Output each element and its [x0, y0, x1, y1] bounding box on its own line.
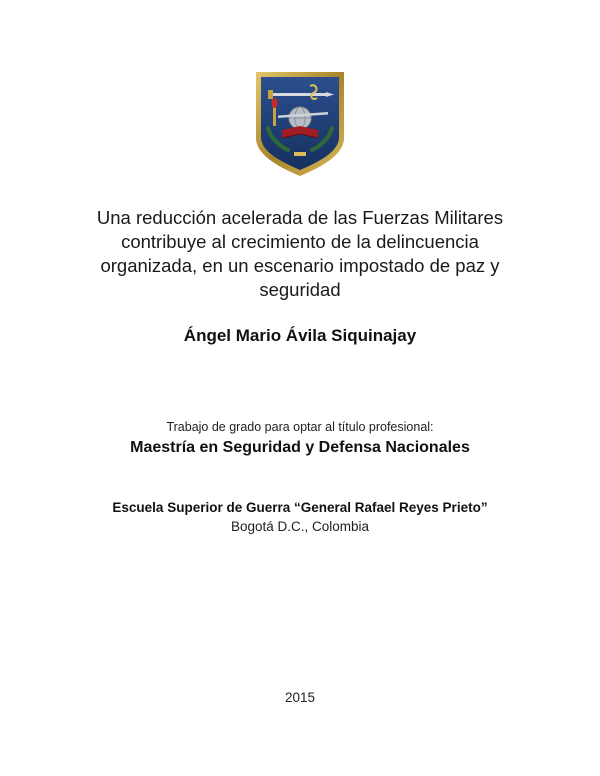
military-school-crest-icon [252, 68, 348, 178]
publication-year: 2015 [284, 690, 316, 705]
thesis-title-line: seguridad [259, 279, 341, 300]
author-name: Ángel Mario Ávila Siquinajay [183, 326, 417, 345]
city-location: Bogotá D.C., Colombia [230, 519, 370, 534]
school-name: Escuela Superior de Guerra “General Rafael Reyes Prieto” [112, 500, 488, 515]
degree-title: Maestría en Seguridad y Defensa Nacionales [130, 439, 470, 456]
thesis-title-line: Una reducción acelerada de las Fuerzas Militares [96, 207, 504, 228]
thesis-title [60, 206, 540, 302]
thesis-title-line: organizada, en un escenario impostado de paz y [100, 255, 500, 276]
degree-purpose: Trabajo de grado para optar al título profesional: [166, 420, 434, 434]
thesis-title-line: contribuye al crecimiento de la delincuencia [121, 231, 479, 252]
